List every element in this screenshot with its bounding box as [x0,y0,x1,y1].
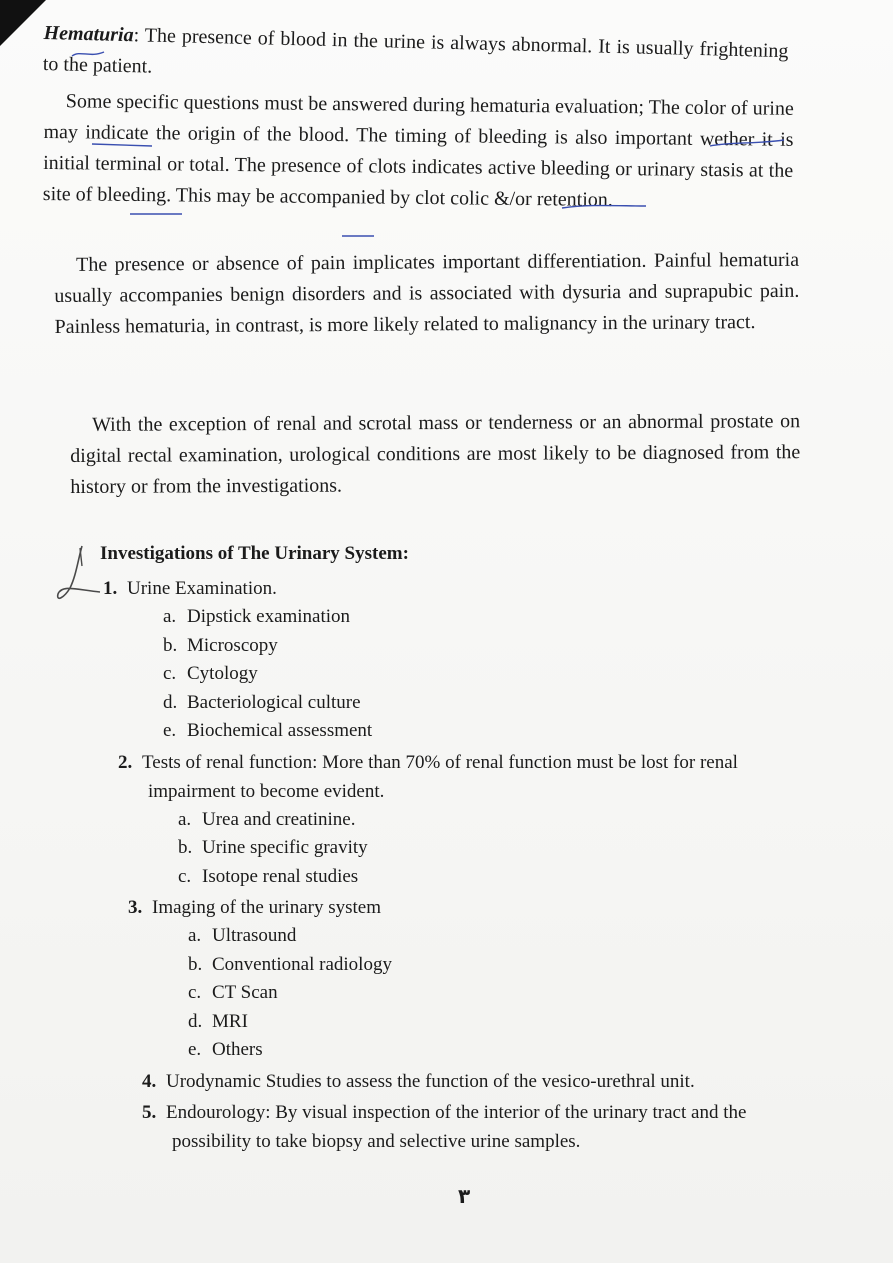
investigations-title: Investigations of The Urinary System: [100,543,409,564]
item-text: Urodynamic Studies to assess the function of the vesico-urethral unit. [166,1070,695,1092]
sub-letter: e. [188,1039,202,1060]
sub-item [188,1036,820,1065]
sub-letter: d. [188,1010,203,1032]
page-number: ٣ [458,1184,471,1208]
sub-letter: a. [178,808,192,830]
sub-text: Urine specific gravity [202,837,368,858]
sub-item [178,863,820,892]
sub-text: Microscopy [187,634,278,656]
item-number: 4. [142,1070,157,1092]
list-item [118,748,820,806]
sub-letter: c. [188,982,202,1003]
sub-item [163,603,820,632]
sub-letter: a. [188,925,202,946]
sub-letter: d. [163,691,178,713]
scan-corner-shadow [0,0,46,46]
sub-item [163,632,820,661]
sub-text: Cytology [187,663,258,684]
item-continuation: impairment to become evident. [148,780,385,802]
hematuria-term: Hematuria [43,21,134,47]
item-text: Urine Examination. [127,578,277,599]
list-item [142,1067,820,1096]
item-number: 2. [118,751,133,773]
sub-item [163,717,820,746]
sub-item [188,951,820,980]
sub-letter: b. [178,837,193,858]
sub-item [178,806,820,835]
paragraph-hematuria [42,18,788,98]
sub-text: Ultrasound [212,925,297,946]
item-number: 3. [128,897,143,918]
sub-item [178,834,820,863]
item-text: Imaging of the urinary system [152,897,382,918]
item-text: Endourology: By visual inspection of the interior of the urinary tract and the [166,1101,747,1123]
sub-item [163,689,820,718]
paragraph-pain-text: The presence or absence of pain implicates important differentiation. Painful hematuria usually accompanies benign disorders and is associated with dysuria and suprapubic pain. Painless hematuria, in contrast, is more likely related to malignancy in the urinary tract. [54,248,800,338]
item-continuation: possibility to take biopsy and selective urine samples. [172,1130,581,1152]
sub-text: CT Scan [212,982,278,1003]
investigations-section [100,540,820,1156]
item-number: 5. [142,1101,157,1123]
sub-item [188,922,820,951]
sub-item [188,979,820,1008]
sub-letter: a. [163,606,177,627]
sub-letter: c. [163,663,177,684]
list-item [128,893,820,922]
sub-text: MRI [212,1010,248,1032]
list-item [103,574,820,603]
sub-letter: b. [188,953,203,975]
item-text: Tests of renal function: More than 70% of renal function must be lost for renal [142,751,738,773]
paragraph-pain [54,245,800,343]
paragraph-history [70,406,800,503]
paragraph-history-text: With the exception of renal and scrotal mass or tenderness or an abnormal prostate on digital rectal examination, urological conditions are most likely to be diagnosed from the history or from the investigations. [70,410,801,498]
sub-letter: b. [163,634,178,656]
item-number: 1. [103,578,118,599]
pen-underline-mark [340,230,380,242]
sub-letter: e. [163,720,177,741]
sub-text: Urea and creatinine. [202,808,356,830]
sub-text: Dipstick examination [187,606,351,627]
sub-text: Bacteriological culture [187,691,361,713]
sub-text: Isotope renal studies [202,865,359,887]
paragraph-evaluation-text: Some specific questions must be answered during hematuria evaluation; The color of urine may indicate the origin of the blood. The timing of bleeding is also important wether it is initial terminal or total. The presence of clots indicates active bleeding or urinary stasis at the site of bleeding. This may be accompanied by clot colic &/or retention. [42,90,794,211]
sub-item [188,1008,820,1037]
sub-text: Conventional radiology [212,953,392,975]
sub-letter: c. [178,865,192,887]
sub-item [163,660,820,689]
sub-text: Biochemical assessment [187,720,373,741]
paragraph-evaluation [43,86,794,218]
sub-text: Others [212,1039,263,1060]
paragraph-hematuria-text: : The presence of blood in the urine is always abnormal. It is usually frightening to the patient. [42,24,789,78]
list-item [142,1098,802,1156]
